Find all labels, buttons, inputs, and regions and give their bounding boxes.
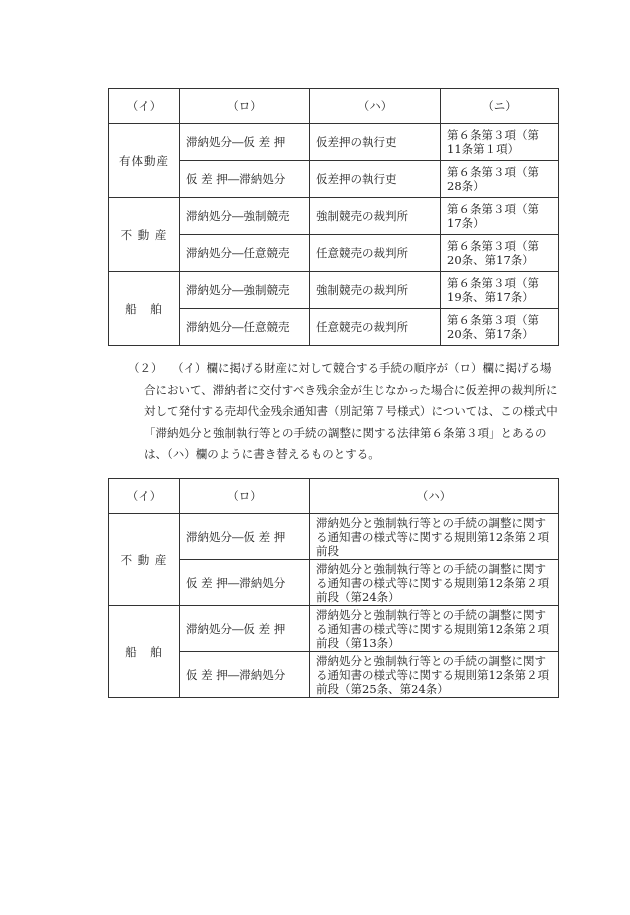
- procedure-order-cell: 滞納処分―強制競売: [180, 198, 310, 235]
- table-row: [109, 272, 559, 309]
- table-row: [109, 124, 559, 161]
- paragraph-2: [128, 358, 558, 466]
- article-cell: 第６条第３項（第20条、第17条）: [441, 309, 559, 346]
- table-header-row: [109, 479, 559, 514]
- procedure-order-cell: 仮 差 押―滞納処分: [180, 652, 310, 698]
- article-cell: 第６条第３項（第20条、第17条）: [441, 235, 559, 272]
- procedure-order-cell: 滞納処分―仮 差 押: [180, 514, 310, 560]
- header-i: （イ）: [109, 479, 180, 514]
- replacement-text-cell: 滞納処分と強制執行等との手続の調整に関する通知書の様式等に関する規則第12条第２項前段（第13条）: [310, 606, 559, 652]
- category-cell: 不 動 産: [109, 198, 180, 272]
- replacement-text-cell: 滞納処分と強制執行等との手続の調整に関する通知書の様式等に関する規則第12条第２項前段（第24条）: [310, 560, 559, 606]
- table-header-row: [109, 89, 559, 124]
- procedure-order-cell: 滞納処分―仮 差 押: [180, 606, 310, 652]
- procedure-order-cell: 仮 差 押―滞納処分: [180, 161, 310, 198]
- paragraph-text: （イ）欄に掲げる財産に対して競合する手続の順序が（ロ）欄に掲げる場合において、滞納者に交付すべき残余金が生じなかった場合に仮差押の裁判所に対して発付する売却代金残余通知書（別記第７号様式）については、この様式中「滞納処分と強制執行等との手続の調整に関する法律第６条第３項」とあるのは、（ハ）欄のように書き替えるものとする。: [144, 361, 558, 461]
- article-cell: 第６条第３項（第11条第１項）: [441, 124, 559, 161]
- addressee-cell: 任意競売の裁判所: [310, 309, 441, 346]
- header-ha: （ハ）: [310, 479, 559, 514]
- header-ro: （ロ）: [180, 89, 310, 124]
- replacement-text-cell: 滞納処分と強制執行等との手続の調整に関する通知書の様式等に関する規則第12条第２項前段: [310, 514, 559, 560]
- header-i: （イ）: [109, 89, 180, 124]
- addressee-cell: 強制競売の裁判所: [310, 272, 441, 309]
- category-cell: 有体動産: [109, 124, 180, 198]
- header-ha: （ハ）: [310, 89, 441, 124]
- article-cell: 第６条第３項（第19条、第17条）: [441, 272, 559, 309]
- header-ni: （ニ）: [441, 89, 559, 124]
- procedure-order-cell: 滞納処分―仮 差 押: [180, 124, 310, 161]
- addressee-cell: 任意競売の裁判所: [310, 235, 441, 272]
- procedure-order-cell: 滞納処分―強制競売: [180, 272, 310, 309]
- category-cell: 船 舶: [109, 606, 180, 698]
- procedure-order-cell: 仮 差 押―滞納処分: [180, 560, 310, 606]
- addressee-cell: 仮差押の執行吏: [310, 161, 441, 198]
- paragraph-number: （２）: [128, 361, 163, 375]
- table-row: [109, 514, 559, 560]
- procedure-order-cell: 滞納処分―任意競売: [180, 235, 310, 272]
- article-cell: 第６条第３項（第17条）: [441, 198, 559, 235]
- substitution-table-1: [108, 88, 559, 346]
- addressee-cell: 仮差押の執行吏: [310, 124, 441, 161]
- substitution-table-2: [108, 478, 559, 698]
- table-row: [109, 198, 559, 235]
- category-cell: 不 動 産: [109, 514, 180, 606]
- procedure-order-cell: 滞納処分―任意競売: [180, 309, 310, 346]
- addressee-cell: 強制競売の裁判所: [310, 198, 441, 235]
- replacement-text-cell: 滞納処分と強制執行等との手続の調整に関する通知書の様式等に関する規則第12条第２項前段（第25条、第24条）: [310, 652, 559, 698]
- article-cell: 第６条第３項（第28条）: [441, 161, 559, 198]
- category-cell: 船 舶: [109, 272, 180, 346]
- header-ro: （ロ）: [180, 479, 310, 514]
- table-row: [109, 606, 559, 652]
